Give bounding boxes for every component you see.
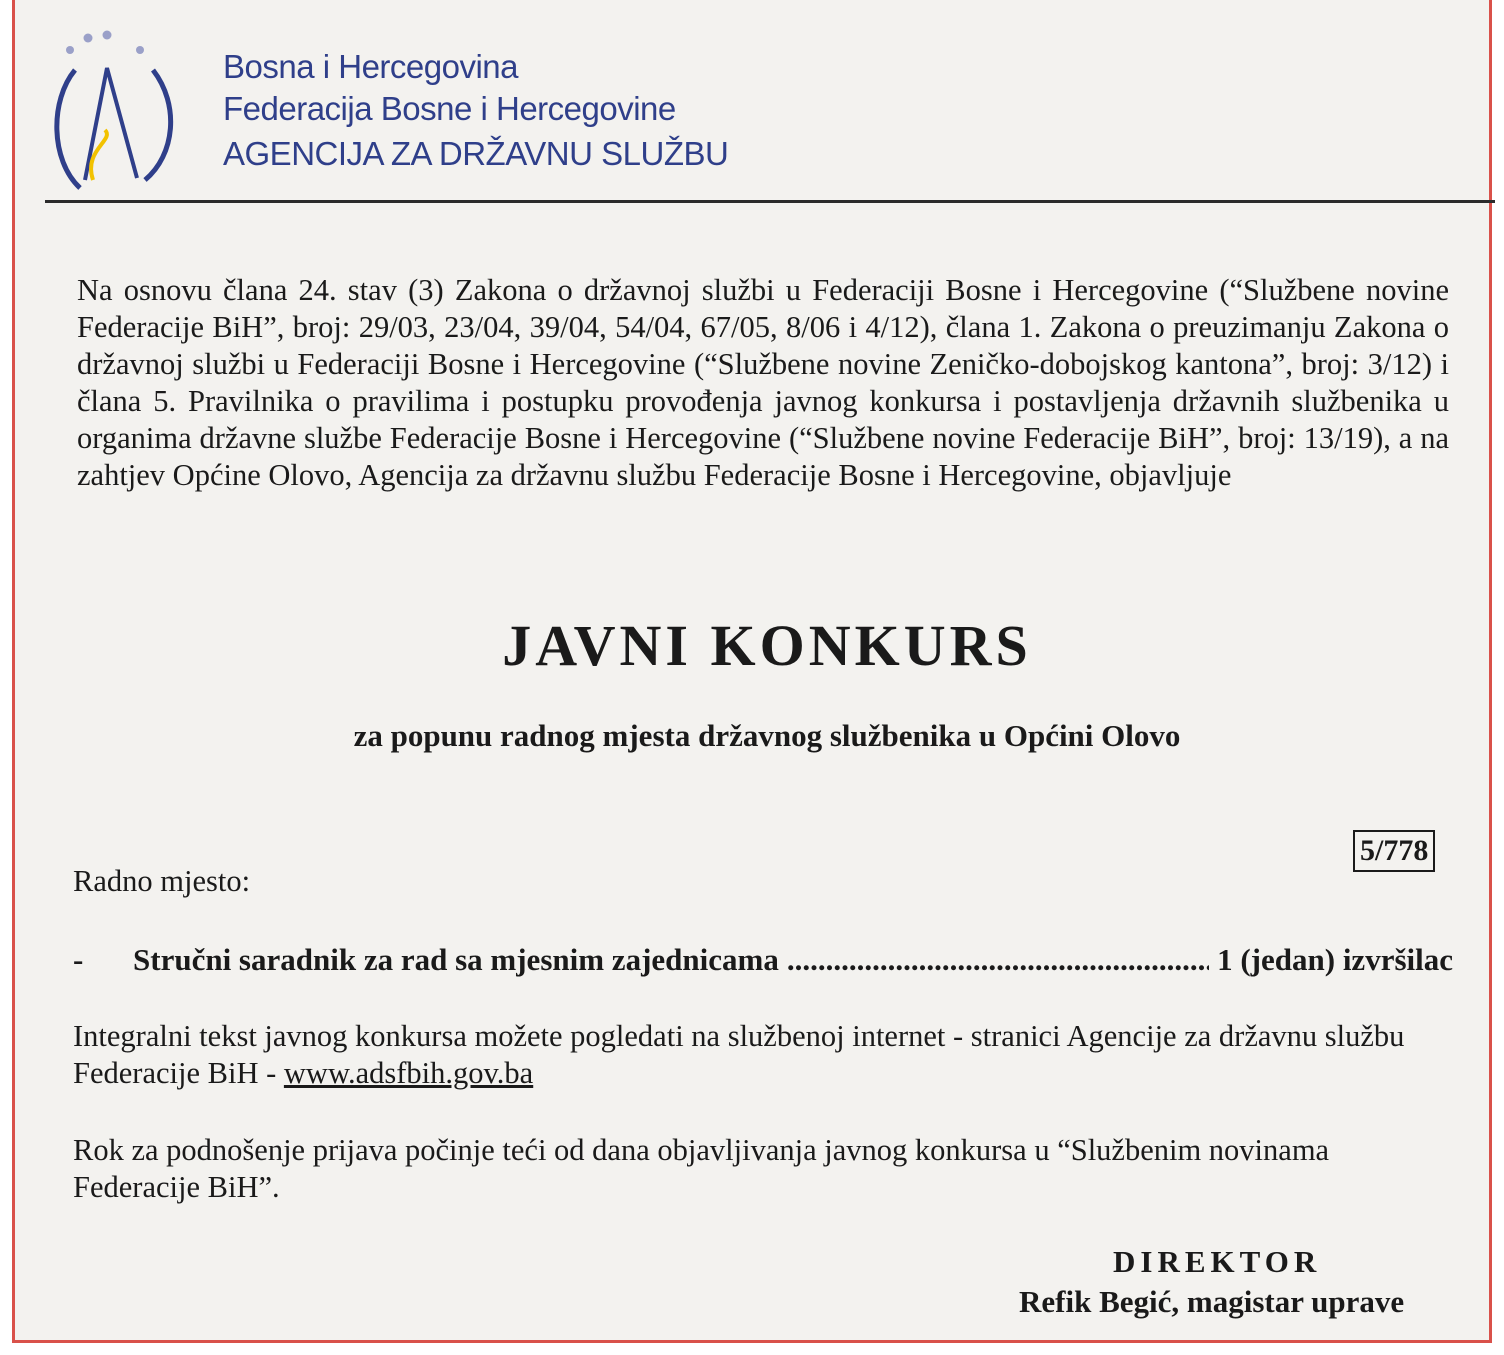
notice-title: JAVNI KONKURS (502, 613, 1032, 678)
agency-logo-icon (45, 30, 185, 200)
federation-name: Federacija Bosne i Hercegovine (223, 90, 676, 127)
position-dash: - (73, 942, 84, 977)
agency-header (45, 20, 1485, 210)
country-name: Bosna i Hercegovina (223, 48, 519, 85)
reference-number: 5/778 (1353, 830, 1435, 872)
full-text-info: Integralni tekst javnog konkursa možete pogledati na službenoj internet - stranici Agencije za državnu službu Federacije BiH - (73, 1019, 1405, 1090)
signature-name: Refik Begić, magistar uprave (1019, 1284, 1405, 1319)
header-divider (45, 200, 1495, 203)
agency-website-link[interactable]: www.adsfbih.gov.ba (283, 1056, 534, 1090)
notice-frame (12, 0, 1492, 1343)
signature-role: DIREKTOR (1113, 1244, 1322, 1279)
position-label: Radno mjesto: (73, 864, 251, 898)
agency-name (223, 46, 728, 178)
position-name: Stručni saradnik za rad sa mjesnim zajednicama (133, 942, 779, 977)
position-row (73, 942, 1453, 978)
notice-subtitle: za popunu radnog mjesta državnog službenika u Općini Olovo (353, 718, 1181, 753)
position-count: 1 (jedan) izvršilac (1217, 942, 1453, 977)
agency-title: AGENCIJA ZA DRŽAVNU SLUŽBU (223, 135, 729, 172)
legal-basis-paragraph: Na osnovu člana 24. stav (3) Zakona o državnoj službi u Federaciji Bosne i Hercegovine (“Službene novine Federacije BiH”, broj: 29/03, 23/04, 39/04, 54/04, 67/05, 8/06 i 4/12), člana 1. Zakona o preuzimanju Zakona o državnoj službi u Federaciji Bosne i Hercegovine (“Službene novine Zeničko-dobojskog kantona”, broj: 3/12) i člana 5. Pravilnika o pravilima i postupku provođenja javnog konkursa i postavljenja državnih službenika u organima državne službe Federacije Bosne i Hercegovine (“Službene novine Federacije BiH”, broj: 13/19), a na zahtjev Općine Olovo, Agencija za državnu službu Federacije Bosne i Hercegovine, objavljuje (77, 273, 1449, 492)
leader-dots (787, 942, 1209, 978)
full-text-paragraph (73, 1018, 1453, 1092)
deadline-paragraph: Rok za podnošenje prijava počinje teći od dana objavljivanja javnog konkursa u “Službenim novinama Federacije BiH”. (73, 1133, 1330, 1204)
